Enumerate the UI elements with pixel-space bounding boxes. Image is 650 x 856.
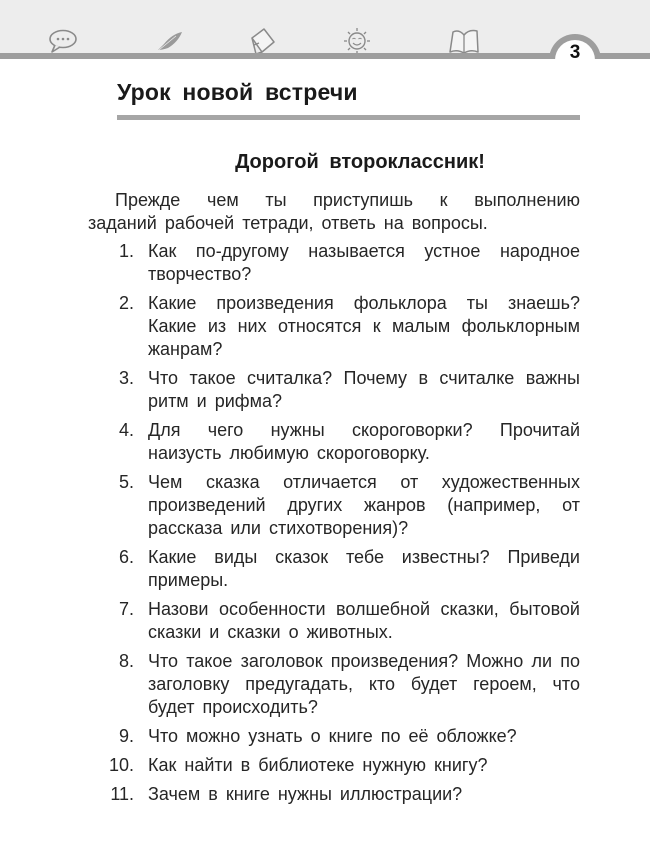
lesson-title-rule	[117, 115, 580, 120]
question-list	[88, 240, 580, 812]
question-item-11	[88, 783, 580, 806]
question-item-6	[88, 546, 580, 592]
question-text: Какие виды сказок тебе известны? Приведи примеры.	[148, 547, 580, 590]
feather-icon	[150, 26, 184, 56]
question-text: Что можно узнать о книге по её обложке?	[148, 726, 517, 746]
question-item-5	[88, 471, 580, 540]
page-number: 3	[569, 42, 581, 63]
question-number: 2.	[118, 293, 134, 313]
question-text: Зачем в книге нужны иллюстрации?	[148, 784, 463, 804]
question-item-7	[88, 598, 580, 644]
intro-line-2: заданий рабочей тетради, ответь на вопросы.	[88, 213, 488, 233]
lesson-title: Урок новой встречи	[117, 79, 358, 105]
question-text: Для чего нужны скороговорки? Прочитай наизусть любимую скороговорку.	[148, 420, 580, 463]
question-item-3	[88, 367, 580, 413]
question-item-8	[88, 650, 580, 719]
question-text: Чем сказка отличается от художественных произведений других жанров (например, от рассказа или стихотворения)?	[148, 472, 580, 538]
intro-paragraph	[88, 189, 580, 235]
question-item-10	[88, 754, 580, 777]
question-item-1	[88, 240, 580, 286]
question-text: Какие произведения фольклора ты знаешь? Какие из них относятся к малым фольклорным жанрам?	[148, 293, 580, 359]
sun-icon	[340, 26, 374, 56]
question-number: 9.	[118, 726, 134, 746]
question-number: 4.	[118, 420, 134, 440]
question-item-9	[88, 725, 580, 748]
open-book-icon	[447, 26, 481, 56]
intro-line-1: Прежде чем ты приступишь к выполнению	[115, 190, 580, 210]
question-number: 5.	[118, 472, 134, 492]
question-number: 1.	[118, 241, 134, 261]
question-number: 6.	[118, 547, 134, 567]
question-number: 3.	[118, 368, 134, 388]
question-item-2	[88, 292, 580, 361]
question-text: Что такое считалка? Почему в считалке важны ритм и рифма?	[148, 368, 580, 411]
question-text: Как по-другому называется устное народное творчество?	[148, 241, 580, 284]
question-text: Как найти в библиотеке нужную книгу?	[148, 755, 488, 775]
question-text: Назови особенности волшебной сказки, бытовой сказки и сказки о животных.	[148, 599, 580, 642]
question-item-4	[88, 419, 580, 465]
question-number: 10.	[108, 755, 134, 775]
question-number: 11.	[110, 784, 134, 804]
book-closed-icon	[246, 26, 280, 56]
question-number: 8.	[118, 651, 134, 671]
question-text: Что такое заголовок произведения? Можно ли по заголовку предугадать, кто будет героем, что будет происходить?	[148, 651, 580, 717]
question-number: 7.	[118, 599, 134, 619]
greeting-heading: Дорогой второклассник!	[235, 151, 485, 173]
speech-bubble-icon	[46, 26, 80, 56]
